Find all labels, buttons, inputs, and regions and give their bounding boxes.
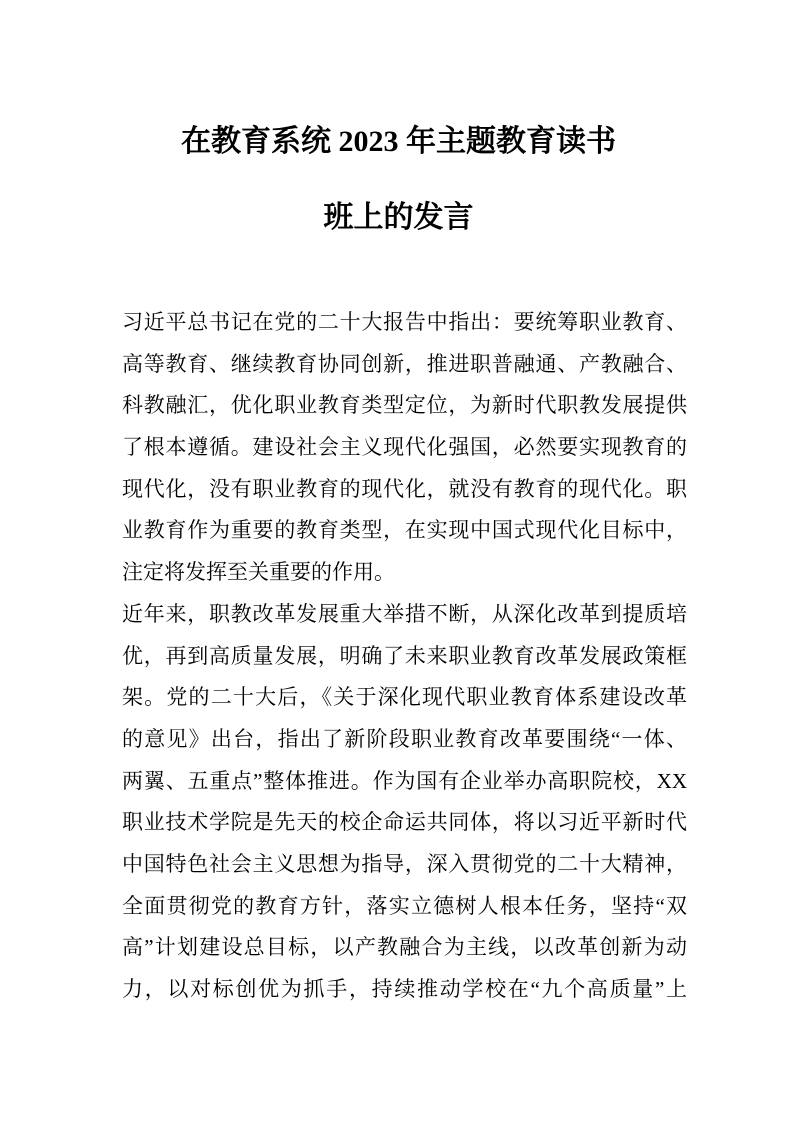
body-line: 全面贯彻党的教育方针，落实立德树人根本任务，坚持“双 — [122, 893, 687, 918]
title-line-2: 班上的发言 — [323, 201, 474, 234]
paragraph — [122, 302, 687, 594]
body-line: 了根本遵循。建设社会主义现代化强国，必然要实现教育的 — [122, 435, 687, 460]
body-line: 职业技术学院是先天的校企命运共同体，将以习近平新时代 — [122, 810, 687, 835]
body-line: 高”计划建设总目标，以产教融合为主线，以改革创新为动 — [122, 935, 687, 960]
body-line: 高等教育、继续教育协同创新，推进职普融通、产教融合、 — [122, 351, 687, 376]
body-line: 的意见》出台，指出了新阶段职业教育改革要围绕“一体、 — [122, 726, 687, 751]
body-line: 科教融汇，优化职业教育类型定位，为新时代职教发展提供 — [122, 393, 687, 418]
body-line: 优，再到高质量发展，明确了未来职业教育改革发展政策框 — [122, 643, 687, 668]
body-line: 习近平总书记在党的二十大报告中指出：要统筹职业教育、 — [122, 310, 687, 334]
paragraph — [122, 594, 687, 1011]
body-line: 注定将发挥至关重要的作用。 — [122, 560, 395, 585]
body-line: 业教育作为重要的教育类型，在实现中国式现代化目标中， — [122, 518, 687, 543]
body-line: 架。党的二十大后，《关于深化现代职业教育体系建设改革 — [122, 685, 687, 710]
title-line-1: 在教育系统 2023 年主题教育读书 — [181, 125, 616, 158]
body-line: 两翼、五重点”整体推进。作为国有企业举办高职院校，XX — [122, 768, 687, 793]
document-title — [0, 0, 793, 256]
body-line: 力，以对标创优为抓手，持续推动学校在“九个高质量”上 — [122, 977, 687, 1001]
body-line: 中国特色社会主义思想为指导，深入贯彻党的二十大精神， — [122, 851, 687, 876]
document-body — [0, 302, 793, 1011]
body-line: 近年来，职教改革发展重大举措不断，从深化改革到提质培 — [122, 601, 687, 626]
body-line: 现代化，没有职业教育的现代化，就没有教育的现代化。职 — [122, 476, 687, 501]
